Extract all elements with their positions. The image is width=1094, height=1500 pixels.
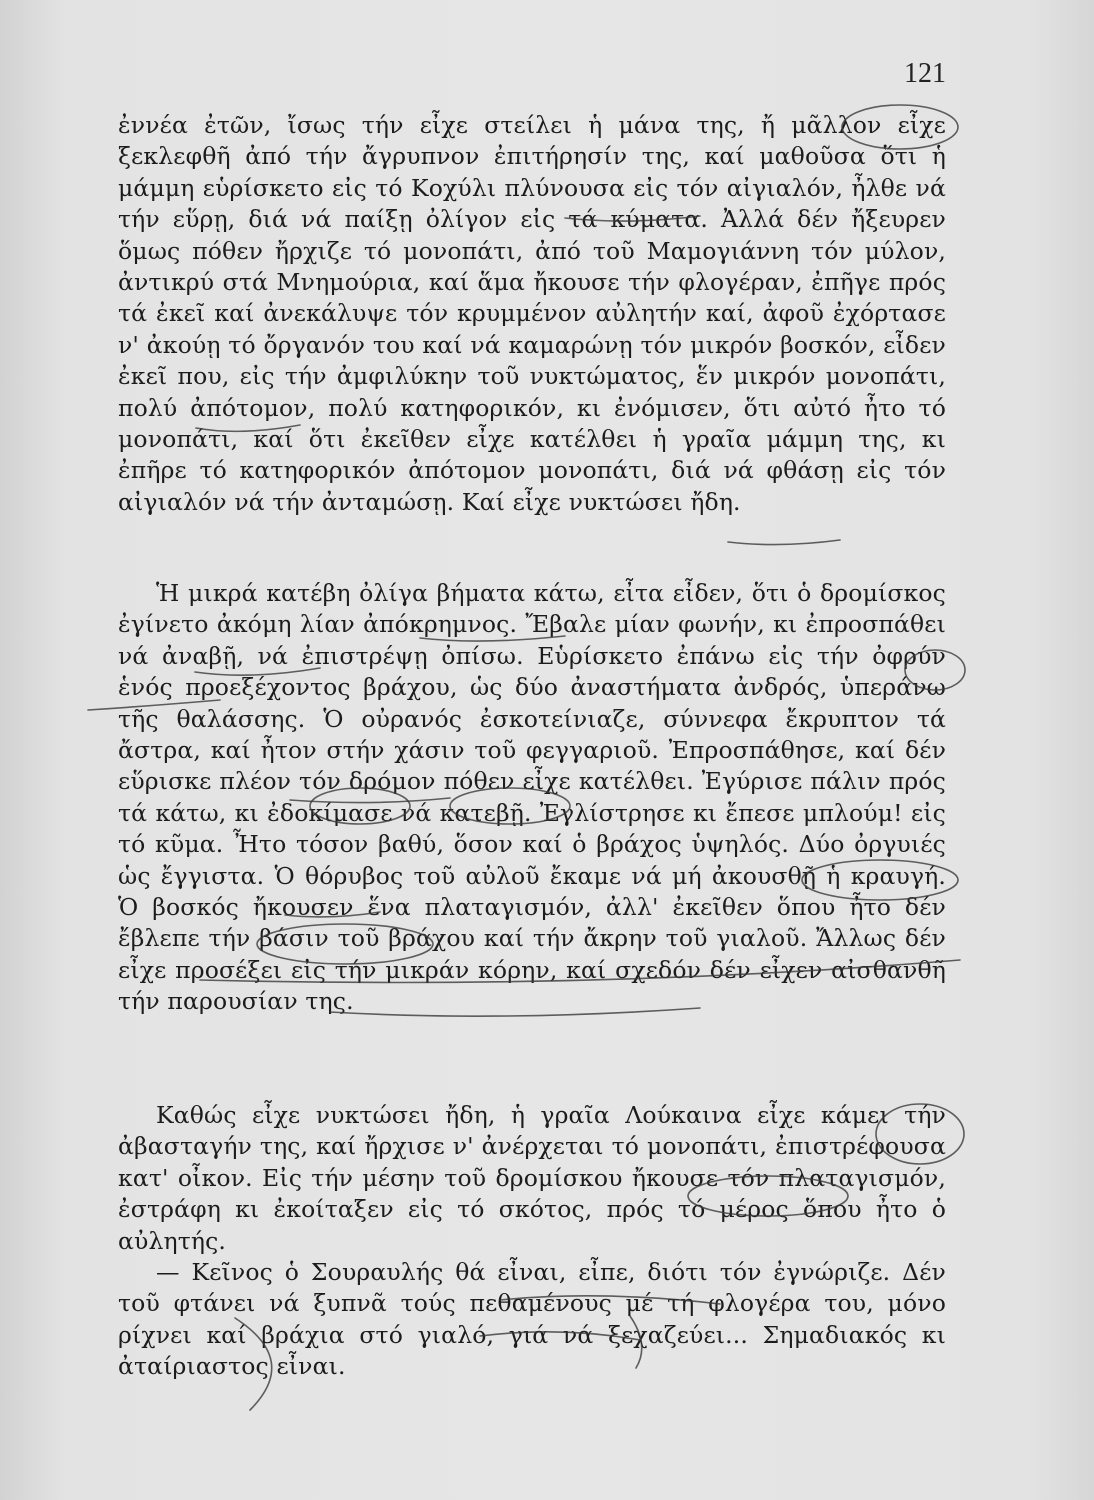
text-block-middle xyxy=(118,578,946,1018)
underline-mark-aigialon-2 xyxy=(728,540,840,545)
paragraph-4-dialogue: — Κεῖνος ὁ Σουραυλής θά εἶναι, εἶπε, διότι τόν ἐγνώριζε. Δέν τοῦ φτάνει νά ξυπνᾶ τούς πεθαμένους μέ τή φλογέρα του, μόνο ρίχνει καί βράχια στό γιαλό, γιά νά ξεχαζεύει... Σημαδιακός κι ἀταίριαστος εἶναι. xyxy=(118,1258,946,1381)
paragraph-1: ἐννέα ἐτῶν, ἴσως τήν εἶχε στείλει ἡ μάνα της, ἤ μᾶλλον εἶχε ξεκλεφθῆ ἀπό τήν ἄγρυπνον ἐπιτήρησίν της, καί μαθοῦσα ὅτι ἡ μάμμη εὑρίσκετο εἰς τό Κοχύλι πλύνουσα εἰς τόν αἰγιαλόν, ἦλθε νά τήν εὕρῃ, διά νά παίξῃ ὀλίγον εἰς τά κύματα. Ἀλλά δέν ἤξευρεν ὅμως πόθεν ἤρχιζε τό μονοπάτι, ἀπό τοῦ Μαμογιάννη τόν μύλον, ἀντικρύ στά Μνημούρια, καί ἅμα ἤκουσε τήν φλογέραν, ἐπῆγε πρός τά ἐκεῖ καί ἀνεκάλυψε τόν κρυμμένον αὐλητήν καί, ἀφοῦ ἐχόρτασε ν' ἀκούῃ τό ὄργανόν του καί νά καμαρώνῃ τόν μικρόν βοσκόν, εἶδεν ἐκεῖ που, εἰς τήν ἀμφιλύκην τοῦ νυκτώματος, ἕν μικρόν μονοπάτι, πολύ ἀπότομον, πολύ κατηφορικόν, κι ἐνόμισεν, ὅτι αὐτό ἦτο τό μονοπάτι, καί ὅτι ἐκεῖθεν εἶχε κατέλθει ἡ γραῖα μάμμη της, κι ἐπῆρε τό κατηφορικόν ἀπότομον μονοπάτι, διά νά φθάσῃ εἰς τόν αἰγιαλόν νά τήν ἀνταμώσῃ. Καί εἶχε νυκτώσει ἤδη. xyxy=(118,111,946,516)
paragraph-2: Ἡ μικρά κατέβη ὀλίγα βήματα κάτω, εἶτα εἶδεν, ὅτι ὁ δρομίσκος ἐγίνετο ἀκόμη λίαν ἀπόκρημνος. Ἔβαλε μίαν φωνήν, κι ἐπροσπάθει νά ἀναβῇ, νά ἐπιστρέψῃ ὀπίσω. Εὑρίσκετο ἐπάνω εἰς τήν ὀφρύν ἑνός προεξέχοντος βράχου, ὡς δύο ἀναστήματα ἀνδρός, ὑπεράνω τῆς θαλάσσης. Ὁ οὐρανός ἐσκοτείνιαζε, σύννεφα ἔκρυπτον τά ἄστρα, καί ἦτον στήν χάσιν τοῦ φεγγαριοῦ. Ἐπροσπάθησε, καί δέν εὕρισκε πλέον τόν δρόμον πόθεν εἶχε κατέλθει. Ἐγύρισε πάλιν πρός τά κάτω, κι ἐδοκίμασε νά κατεβῇ. Ἐγλίστρησε κι ἔπεσε μπλούμ! εἰς τό κῦμα. Ἦτο τόσον βαθύ, ὅσον καί ὁ βράχος ὑψηλός. Δύο ὀργυιές ὡς ἔγγιστα. Ὁ θόρυβος τοῦ αὐλοῦ ἔκαμε νά μή ἀκουσθῇ ἡ κραυγή. Ὁ βοσκός ἤκουσεν ἕνα πλαταγισμόν, ἀλλ' ἐκεῖθεν ὅπου ἦτο δέν ἔβλεπε τήν βάσιν τοῦ βράχου καί τήν ἄκρην τοῦ γιαλοῦ. Ἄλλως δέν εἶχε προσέξει εἰς τήν μικράν κόρην, καί σχεδόν δέν εἶχεν αἰσθανθῆ τήν παρουσίαν της. xyxy=(118,579,946,1016)
page-number: 121 xyxy=(904,58,946,89)
paragraph-3: Καθώς εἶχε νυκτώσει ἤδη, ἡ γραῖα Λούκαινα εἶχε κάμει τήν ἀβασταγήν της, καί ἤρχισε ν' ἀνέρχεται τό μονοπάτι, ἐπιστρέφουσα κατ' οἶκον. Εἰς τήν μέσην τοῦ δρομίσκου ἤκουσε τόν πλαταγισμόν, ἐστράφη κι ἐκοίταξεν εἰς τό σκότος, πρός τό μέρος ὅπου ἦτο ὁ αὐλητής. xyxy=(118,1101,946,1255)
text-block-upper xyxy=(118,110,946,518)
text-block-lower xyxy=(118,1100,946,1383)
